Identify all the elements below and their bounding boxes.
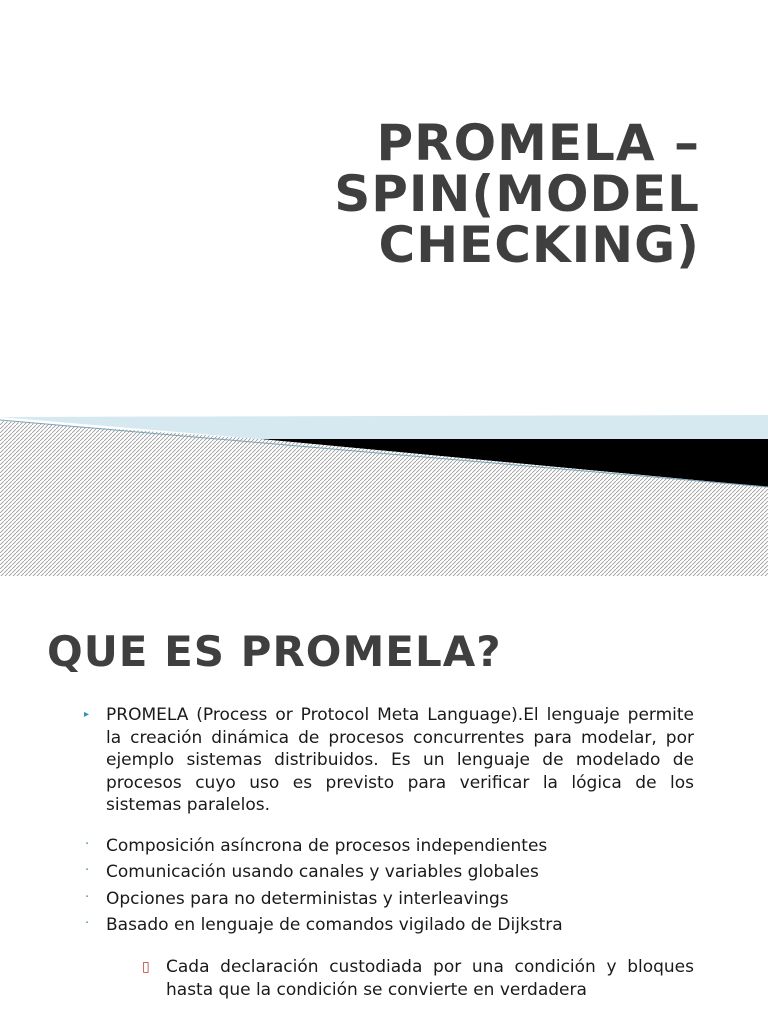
content-slide: [0, 576, 768, 1024]
list-item: [80, 914, 694, 937]
slide-heading: QUE ES PROMELA?: [47, 627, 502, 676]
dot-bullet-icon: ·: [85, 836, 90, 852]
bullet-list: [80, 704, 694, 937]
dot-bullet-icon: ·: [85, 916, 90, 931]
dot-bullet-icon: ·: [85, 863, 90, 878]
list-item: [80, 888, 694, 911]
bullet-text: Opciones para no deterministas y interleavings: [106, 888, 509, 909]
triangle-bullet-icon: ▸: [84, 709, 90, 720]
sub-bullet-list: [80, 956, 694, 1001]
title-line-2: SPIN(MODEL: [334, 165, 700, 223]
sub-list-item: [80, 956, 694, 1001]
bullet-text: Composición asíncrona de procesos independientes: [106, 835, 548, 856]
list-item: [80, 835, 694, 858]
intro-text: PROMELA (Process or Protocol Meta Language).El lenguaje permite la creación dinámica de procesos concurrentes para modelar, por ejemplo sistemas distribuidos. Es un lenguaje de modelado de procesos cuyo uso es previsto para verificar la lógica de los sistemas paralelos.: [106, 705, 694, 815]
slide-title: [100, 114, 700, 274]
decorative-band: [0, 405, 768, 576]
square-bullet-icon: ▯: [142, 959, 150, 975]
list-item: [80, 861, 694, 884]
title-line-3: CHECKING): [378, 216, 700, 274]
list-item: [80, 704, 694, 817]
bullet-text: Basado en lenguaje de comandos vigilado de Dijkstra: [106, 915, 563, 935]
bullet-text: Comunicación usando canales y variables globales: [106, 862, 539, 882]
sub-bullet-text: Cada declaración custodiada por una condición y bloques hasta que la condición se convierte en verdadera: [166, 957, 694, 1000]
title-line-1: PROMELA –: [376, 114, 700, 172]
dot-bullet-icon: ·: [85, 889, 90, 905]
